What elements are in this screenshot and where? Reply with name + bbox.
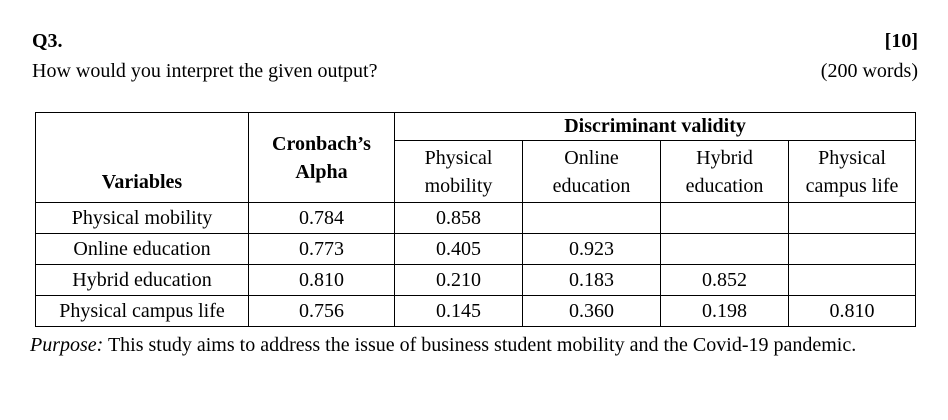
row-value: 0.810 [789,296,916,327]
question-marks: [10] [884,30,918,52]
row-alpha: 0.773 [249,234,395,265]
row-value [523,203,661,234]
row-value: 0.405 [395,234,523,265]
row-value: 0.145 [395,296,523,327]
row-value: 0.198 [661,296,789,327]
row-value [661,234,789,265]
row-alpha: 0.784 [249,203,395,234]
purpose-paragraph [30,330,920,361]
results-table [35,112,916,327]
row-variable: Physical campus life [36,296,249,327]
row-variable: Online education [36,234,249,265]
question-number: Q3. [32,30,63,52]
row-value: 0.360 [523,296,661,327]
table-row [36,296,916,327]
purpose-text: This study aims to address the issue of business student mobility and the Covid-19 pandemic. [107,334,857,356]
row-value: 0.923 [523,234,661,265]
row-value: 0.183 [523,265,661,296]
row-value: 0.858 [395,203,523,234]
table-row [36,203,916,234]
row-variable: Hybrid education [36,265,249,296]
word-limit: (200 words) [820,60,918,82]
dv-col-physical-campus-life: Physical campus life [789,141,916,203]
variables-header: Variables [36,113,249,203]
dv-col-hybrid-education: Hybrid education [661,141,789,203]
row-value [789,203,916,234]
row-alpha: 0.756 [249,296,395,327]
row-value: 0.210 [395,265,523,296]
discriminant-validity-header: Discriminant validity [395,113,916,141]
row-value: 0.852 [661,265,789,296]
dv-col-online-education: Online education [523,141,661,203]
row-alpha: 0.810 [249,265,395,296]
row-variable: Physical mobility [36,203,249,234]
row-value [661,203,789,234]
dv-col-physical-mobility: Physical mobility [395,141,523,203]
alpha-header: Cronbach’s Alpha [249,113,395,203]
question-text: How would you interpret the given output? [32,60,378,82]
table-row [36,234,916,265]
row-value [789,265,916,296]
table-row [36,265,916,296]
purpose-label: Purpose: [30,334,104,356]
row-value [789,234,916,265]
